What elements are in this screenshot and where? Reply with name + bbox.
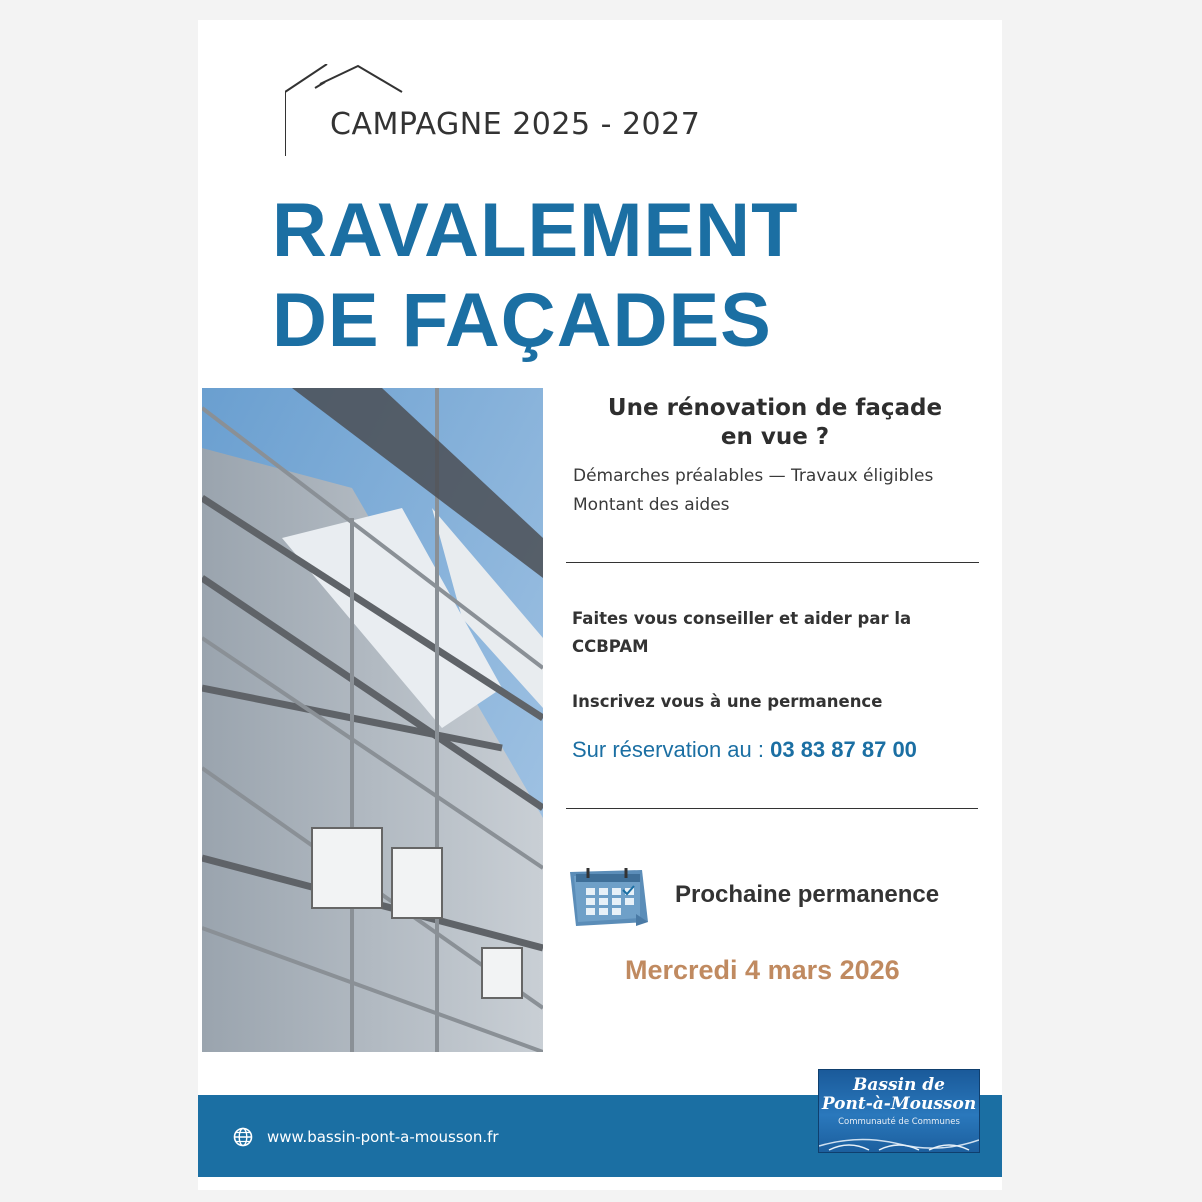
advice-line-2: CCBPAM <box>572 637 649 656</box>
scaffolding-photo <box>202 388 543 1052</box>
divider-bottom <box>566 808 978 809</box>
headline-line-1: RAVALEMENT <box>272 188 799 273</box>
booking-line <box>572 737 917 763</box>
logo-line-1: Bassin de <box>853 1075 945 1095</box>
logo-line-3: Communauté de Communes <box>838 1117 960 1127</box>
advice-line-1: Faites vous conseiller et aider par la <box>572 609 912 628</box>
next-session-label: Prochaine permanence <box>675 881 940 908</box>
house-roof-icon <box>300 64 425 104</box>
logo-line-2: Pont-à-Mousson <box>821 1094 977 1114</box>
booking-label: Sur réservation au : <box>572 737 771 762</box>
intro-title-line-2: en vue ? <box>720 424 830 450</box>
topics-line-2: Montant des aides <box>573 495 730 515</box>
bassin-pont-a-mousson-logo <box>818 1069 980 1153</box>
website-link[interactable]: www.bassin-pont-a-mousson.fr <box>267 1128 499 1146</box>
calendar-icon <box>566 866 654 930</box>
intro-topics <box>573 462 933 520</box>
next-session-date: Mercredi 4 mars 2026 <box>625 955 900 985</box>
advice-text <box>572 605 911 661</box>
main-headline <box>272 186 799 366</box>
intro-title-line-1: Une rénovation de façade <box>607 395 943 421</box>
divider-top <box>566 562 979 563</box>
register-text: Inscrivez vous à une permanence <box>572 692 883 711</box>
globe-icon <box>233 1127 253 1147</box>
topics-line-1: Démarches préalables — Travaux éligibles <box>573 466 934 486</box>
phone-number[interactable]: 03 83 87 87 00 <box>770 737 917 762</box>
logo-bridge-icon <box>819 1130 979 1152</box>
headline-line-2: DE FAÇADES <box>272 278 772 363</box>
campaign-period: CAMPAGNE 2025 - 2027 <box>330 107 701 142</box>
intro-title <box>565 394 985 452</box>
